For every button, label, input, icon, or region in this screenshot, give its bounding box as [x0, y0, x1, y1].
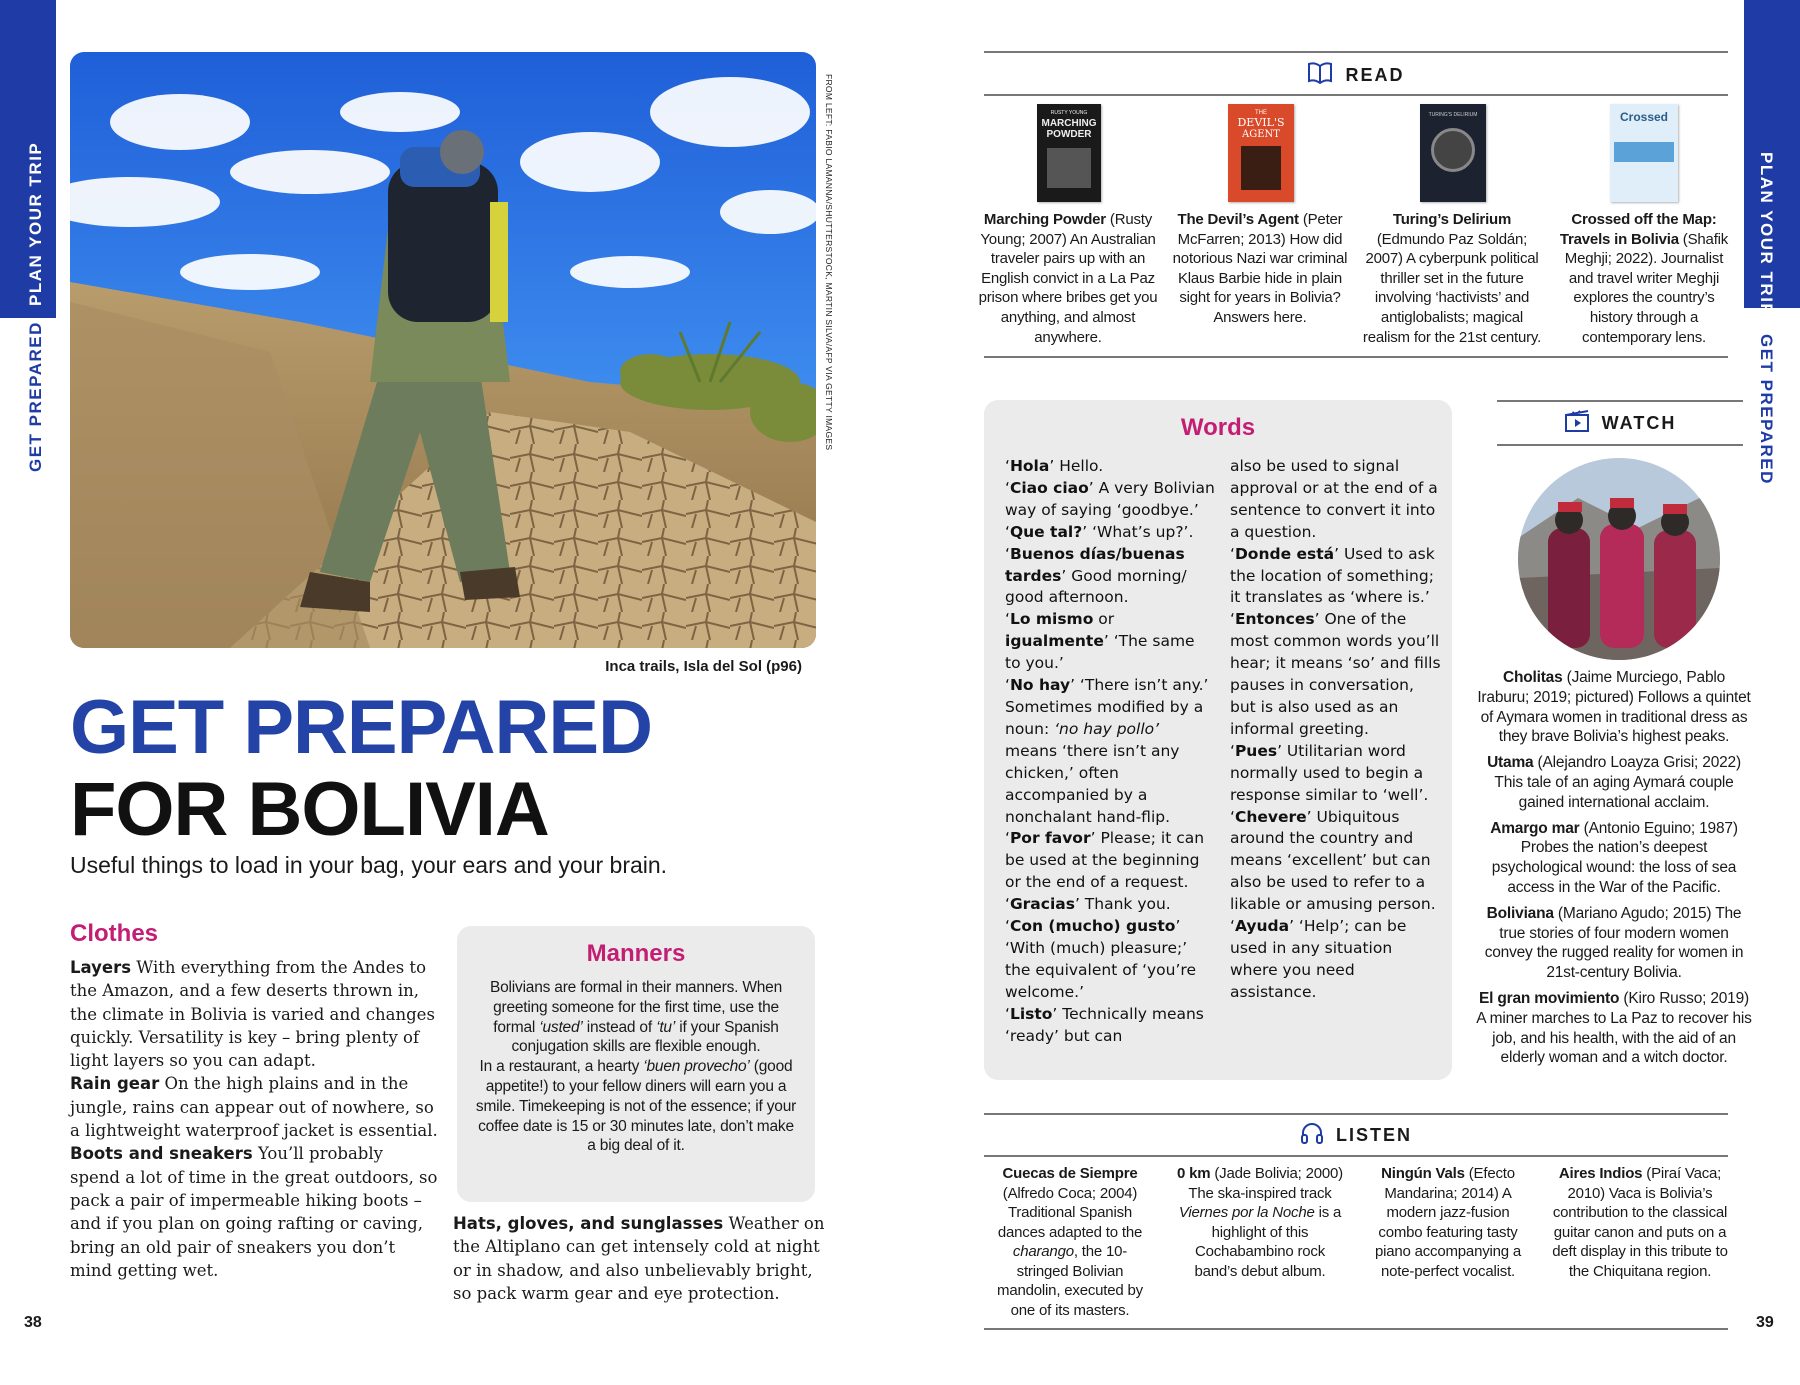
manners-heading: Manners — [586, 940, 686, 967]
album-title: Cuecas de Siempre — [1002, 1165, 1138, 1182]
manners-text-run: (good appetite!) to your fellow diners will earn you a smile. Timekeeping is not of the essence; if your coffee date is 15 or 30 minutes late, don’t make a big deal of it. — [475, 1058, 797, 1155]
word-text: ’ ‘The same to you.’ — [1005, 632, 1195, 673]
word-term: Buenos días/buenas tardes — [1005, 544, 1185, 585]
cover-author: RUSTY YOUNG — [1050, 110, 1088, 116]
word-text: ‘ — [1230, 610, 1235, 629]
manners-paragraph-1 — [473, 978, 799, 1057]
word-text: or — [1093, 610, 1115, 629]
album-entry-3 — [1366, 1164, 1530, 1281]
word-text: ’ One of the most common words you’ll hear; it means ‘so’ and fills pauses in conversation, but is also used as an informal greeting. — [1230, 610, 1441, 738]
listen-heading: LISTEN — [1335, 1124, 1412, 1145]
word-text: ’ Please; it can be used at the beginning or the end of a request. — [1005, 829, 1205, 892]
album-desc-italic: charango — [1012, 1243, 1074, 1260]
cover-art — [1614, 142, 1674, 162]
manners-text — [473, 978, 799, 1156]
film-desc: (Kiro Russo; 2019) A miner marches to La Paz to recover his job, and his health, with the aid of an elderly woman and a witch doctor. — [1476, 989, 1752, 1067]
cover-title: DEVIL'S — [1237, 116, 1285, 129]
clothes-heading: Clothes — [70, 920, 159, 947]
album-entry-1 — [990, 1164, 1150, 1320]
film-title: Cholitas — [1502, 669, 1563, 686]
book-title: Turing’s Delirium — [1392, 211, 1512, 228]
read-heading: READ — [1345, 64, 1405, 85]
album-entry-2 — [1172, 1164, 1348, 1281]
watch-list — [1476, 668, 1752, 1068]
word-text: ’ Technically means ‘ready’ but can — [1005, 1004, 1204, 1045]
words-column-2 — [1230, 456, 1442, 1004]
page-title-line1: GET PREPARED — [70, 685, 653, 770]
word-term: Ayuda — [1234, 917, 1290, 936]
watch-item — [1476, 753, 1752, 812]
page-number-right: 39 — [1756, 1314, 1774, 1331]
book-desc: (Shafik Meghji; 2022). Journalist and travel writer Meghji explores the country’s history through a contemporary lens. — [1564, 230, 1729, 346]
word-text: ‘ — [1005, 522, 1010, 541]
word-text: means ‘there isn’t any chicken,’ often accompanied by a nonchalant hand-flip. — [1005, 741, 1180, 826]
book-cover-crossed-off-the-map — [1610, 104, 1678, 202]
cover-title: POWDER — [1046, 129, 1092, 140]
word-text: also be used to signal approval or at the end of a sentence to convert it into a question. — [1230, 457, 1438, 541]
album-title: Ningún Vals — [1381, 1165, 1465, 1182]
clothes-text — [70, 956, 438, 1282]
page-number-left: 38 — [24, 1314, 42, 1331]
word-text: ’ Utilitarian word normally used to begin a response similar to ‘well’. — [1230, 741, 1429, 804]
listen-top-rule — [984, 1113, 1728, 1115]
word-text: ’ A very Bolivian way of saying ‘goodbye.’ — [1005, 478, 1215, 519]
album-desc: is a highlight of this Cochabambino rock band’s debut album. — [1194, 1204, 1342, 1280]
words-heading: Words — [1180, 414, 1256, 441]
book-desc: (Rusty Young; 2007) An Australian traveler pairs up with an English convict in a La Paz prison where bribes get you anything, and almost anywhere. — [978, 211, 1158, 346]
watch-item — [1476, 819, 1752, 898]
manners-text-run: if your Spanish conjugation skills are flexible enough. — [511, 1018, 779, 1056]
film-desc: (Antonio Eguino; 1987) Probes the nation’s deepest psychological wound: the loss of sea access in the War of the Pacific. — [1491, 819, 1738, 896]
clothes-term: Rain gear — [70, 1074, 160, 1094]
cholitas-photo — [1518, 458, 1720, 660]
word-text: ’ ‘There isn’t any.’ Sometimes modified by a noun: — [1005, 676, 1209, 738]
album-title: Aires Indios — [1558, 1165, 1643, 1182]
word-term: Hola — [1009, 457, 1050, 475]
word-text: ’ Used to ask the location of something; it translates as ‘where is.’ — [1230, 544, 1435, 607]
book-desc: (Peter McFarren; 2013) How did notorious Nazi war criminal Klaus Barbie hide in plain sight for years in Bolivia? Answers here. — [1172, 211, 1348, 326]
word-term: Pues — [1234, 741, 1278, 760]
book-icon — [1307, 61, 1333, 90]
book-desc: (Edmundo Paz Soldán; 2007) A cyberpunk political thriller set in the future involving ‘hactivists’ and antiglobalists; magical realism for the 21st century. — [1362, 230, 1542, 346]
word-text: ‘ — [1005, 1004, 1010, 1023]
word-term: Chevere — [1234, 807, 1307, 826]
word-text: ‘ — [1005, 544, 1010, 563]
cover-title: THE — [1255, 110, 1267, 116]
hats-desc: Weather on the Altiplano can get intensely cold at night or in shadow, and also unbelievably bright, so pack warm gear and eye protection. — [453, 1214, 825, 1303]
book-title: The Devil’s Agent — [1177, 211, 1299, 228]
film-title: Amargo mar — [1490, 819, 1580, 837]
cover-title: MARCHING — [1041, 118, 1097, 129]
right-tab-section-label: GET PREPARED — [1757, 334, 1776, 485]
listen-header — [984, 1120, 1728, 1150]
album-desc: (Jade Bolivia; 2000) The ska-inspired track — [1188, 1165, 1343, 1202]
clothes-item-rain-gear — [70, 1072, 438, 1142]
film-title: Boliviana — [1486, 904, 1554, 922]
word-text: ‘ — [1005, 917, 1010, 936]
manners-box — [457, 926, 815, 1202]
read-header — [984, 60, 1728, 90]
book-title: Crossed off the Map: Travels in Bolivia — [1559, 211, 1717, 248]
cover-title: TURING'S DELIRIUM — [1428, 112, 1478, 118]
album-desc: , the 10-stringed Bolivian mandolin, executed by one of its masters. — [997, 1243, 1143, 1319]
book-title: Marching Powder — [983, 211, 1106, 228]
words-box — [984, 400, 1452, 1080]
manners-italic-tu: ‘tu’ — [656, 1018, 676, 1036]
book-cover-marching-powder — [1037, 104, 1101, 202]
word-text: ‘ — [1005, 457, 1010, 475]
film-desc: (Jaime Murciego, Pablo Iraburu; 2019; pictured) Follows a quintet of Aymara women in traditional dress as they brave Bolivia’s highest peaks. — [1477, 669, 1751, 746]
word-term: Que tal? — [1009, 522, 1083, 541]
word-text: ‘ — [1005, 895, 1010, 914]
listen-sub-rule — [984, 1155, 1728, 1157]
film-title: El gran movimiento — [1479, 989, 1620, 1007]
word-text: ’ Good morning/ good afternoon. — [1005, 566, 1187, 607]
word-text: ‘ — [1005, 676, 1010, 695]
book-cover-turings-delirium — [1420, 104, 1486, 202]
clothes-desc: With everything from the Andes to the Amazon, and a few deserts thrown in, the climate in Bolivia is varied and changes quickly. Versatility is key – bring plenty of light layers so you can adapt. — [70, 958, 435, 1071]
hats-term: Hats, gloves, and sunglasses — [453, 1214, 724, 1233]
album-entry-4 — [1552, 1164, 1728, 1281]
watch-item — [1476, 668, 1752, 747]
page-subtitle: Useful things to load in your bag, your ears and your brain. — [70, 852, 668, 878]
word-text: ‘ — [1230, 917, 1235, 936]
word-text: ’ ‘What’s up?’. — [1082, 522, 1194, 541]
watch-top-rule — [1497, 400, 1743, 402]
word-term: Listo — [1009, 1004, 1053, 1023]
word-example: ‘no hay pollo’ — [1054, 719, 1160, 738]
word-text: ‘ — [1005, 478, 1010, 497]
album-desc: (Piraí Vaca; 2010) Vaca is Bolivia’s contribution to the classical guitar canon and puts on a deft display in this tribute to the Chiquitana region. — [1552, 1165, 1728, 1280]
watch-sub-rule — [1497, 444, 1743, 446]
film-title: Utama — [1487, 754, 1534, 772]
manners-italic-buen-provecho: ‘buen provecho’ — [643, 1058, 750, 1076]
manners-text-run: instead of — [582, 1018, 657, 1036]
cover-title: Crossed — [1619, 110, 1669, 124]
read-bottom-rule — [984, 356, 1728, 358]
cover-art — [1431, 128, 1475, 172]
watch-header — [1497, 408, 1743, 438]
clothes-term: Boots and sneakers — [70, 1144, 253, 1164]
watch-heading: WATCH — [1601, 412, 1677, 433]
manners-text-run: Bolivians are formal in their manners. When greeting someone for the first time, use the formal — [489, 979, 783, 1036]
word-term: Gracias — [1009, 895, 1075, 914]
word-text: ‘ — [1230, 741, 1235, 760]
word-text: ’ Ubiquitous around the country and means ‘excellent’ but can also be used to refer to a likable or amusing person. — [1230, 807, 1436, 914]
hats-text — [453, 1212, 825, 1305]
word-text: ’ Hello. — [1049, 457, 1104, 475]
film-desc: (Alejandro Loayza Grisi; 2022) This tale of an aging Aymará couple gained international acclaim. — [1494, 754, 1741, 811]
clothes-desc: You’ll probably spend a lot of time in the great outdoors, so pack a pair of impermeable hiking boots – and if you plan on going rafting or caving, bring an old pair of sneakers you don’t mind getting wet. — [70, 1144, 438, 1280]
album-desc: (Alfredo Coca; 2004) Traditional Spanish dances adapted to the — [997, 1184, 1143, 1241]
headphones-icon — [1300, 1121, 1324, 1150]
page-title-line2: FOR BOLIVIA — [70, 767, 549, 852]
watch-item — [1476, 904, 1752, 983]
manners-text-run: In a restaurant, a hearty — [479, 1058, 644, 1076]
listen-bottom-rule — [984, 1328, 1728, 1330]
word-term: No hay — [1009, 676, 1071, 695]
cover-title: AGENT — [1242, 129, 1280, 140]
word-text: ‘ — [1005, 829, 1010, 848]
word-term: igualmente — [1005, 632, 1104, 651]
clothes-item-layers — [70, 956, 438, 1072]
left-tab-plan-label: PLAN YOUR TRIP — [26, 141, 45, 306]
right-tab-plan-label: PLAN YOUR TRIP — [1757, 152, 1776, 317]
book-entry-2 — [1170, 210, 1350, 328]
album-desc-italic: Viernes por la Noche — [1178, 1204, 1315, 1221]
cover-art — [1047, 148, 1091, 188]
clothes-item-boots — [70, 1142, 438, 1282]
manners-italic-usted: ‘usted’ — [539, 1018, 583, 1036]
album-desc: (Efecto Mandarina; 2014) A modern jazz-fusion combo featuring tasty piano accompanying a note-perfect vocalist. — [1374, 1165, 1522, 1280]
read-sub-rule — [984, 94, 1728, 96]
book-entry-1 — [978, 210, 1158, 347]
read-top-rule — [984, 51, 1728, 53]
book-cover-devils-agent — [1228, 104, 1294, 202]
clothes-desc: On the high plains and in the jungle, rains can appear out of nowhere, so a lightweight waterproof jacket is essential. — [70, 1074, 438, 1141]
left-tab-section-label: GET PREPARED — [26, 321, 45, 472]
photo-credit: FROM LEFT: FABIO LAMANNA/SHUTTERSTOCK, MARTIN SILVA/AFP VIA GETTY IMAGES — [824, 74, 834, 451]
word-text: ‘ — [1005, 610, 1010, 629]
word-term: Donde está — [1234, 544, 1335, 563]
film-icon — [1564, 409, 1590, 438]
word-text: ‘ — [1230, 807, 1235, 826]
album-title: 0 km — [1177, 1165, 1211, 1182]
cover-art — [1241, 146, 1281, 190]
word-term: Ciao ciao — [1009, 478, 1089, 497]
word-text: ’ ‘With (much) pleasure;’ the equivalent of ‘you’re welcome.’ — [1005, 917, 1196, 1001]
word-term: Con (mucho) gusto — [1009, 917, 1176, 936]
book-entry-4 — [1554, 210, 1734, 347]
manners-paragraph-2 — [473, 1057, 799, 1156]
photo-caption: Inca trails, Isla del Sol (p96) — [605, 658, 802, 675]
hiker-photo — [70, 52, 816, 648]
film-desc: (Mariano Agudo; 2015) The true stories of four modern women convey the rugged reality for women in 21st-century Bolivia. — [1484, 904, 1744, 982]
word-term: Entonces — [1234, 610, 1315, 629]
word-text: ’ ‘Help’; can be used in any situation where you need assistance. — [1230, 917, 1407, 1001]
word-text: ’ Thank you. — [1074, 895, 1171, 914]
watch-item — [1476, 989, 1752, 1068]
word-term: Por favor — [1009, 829, 1091, 848]
book-entry-3 — [1362, 210, 1542, 347]
word-term: Lo mismo — [1009, 610, 1094, 629]
words-column-1 — [1005, 456, 1215, 1047]
clothes-term: Layers — [70, 958, 132, 977]
word-text: ‘ — [1230, 544, 1235, 563]
